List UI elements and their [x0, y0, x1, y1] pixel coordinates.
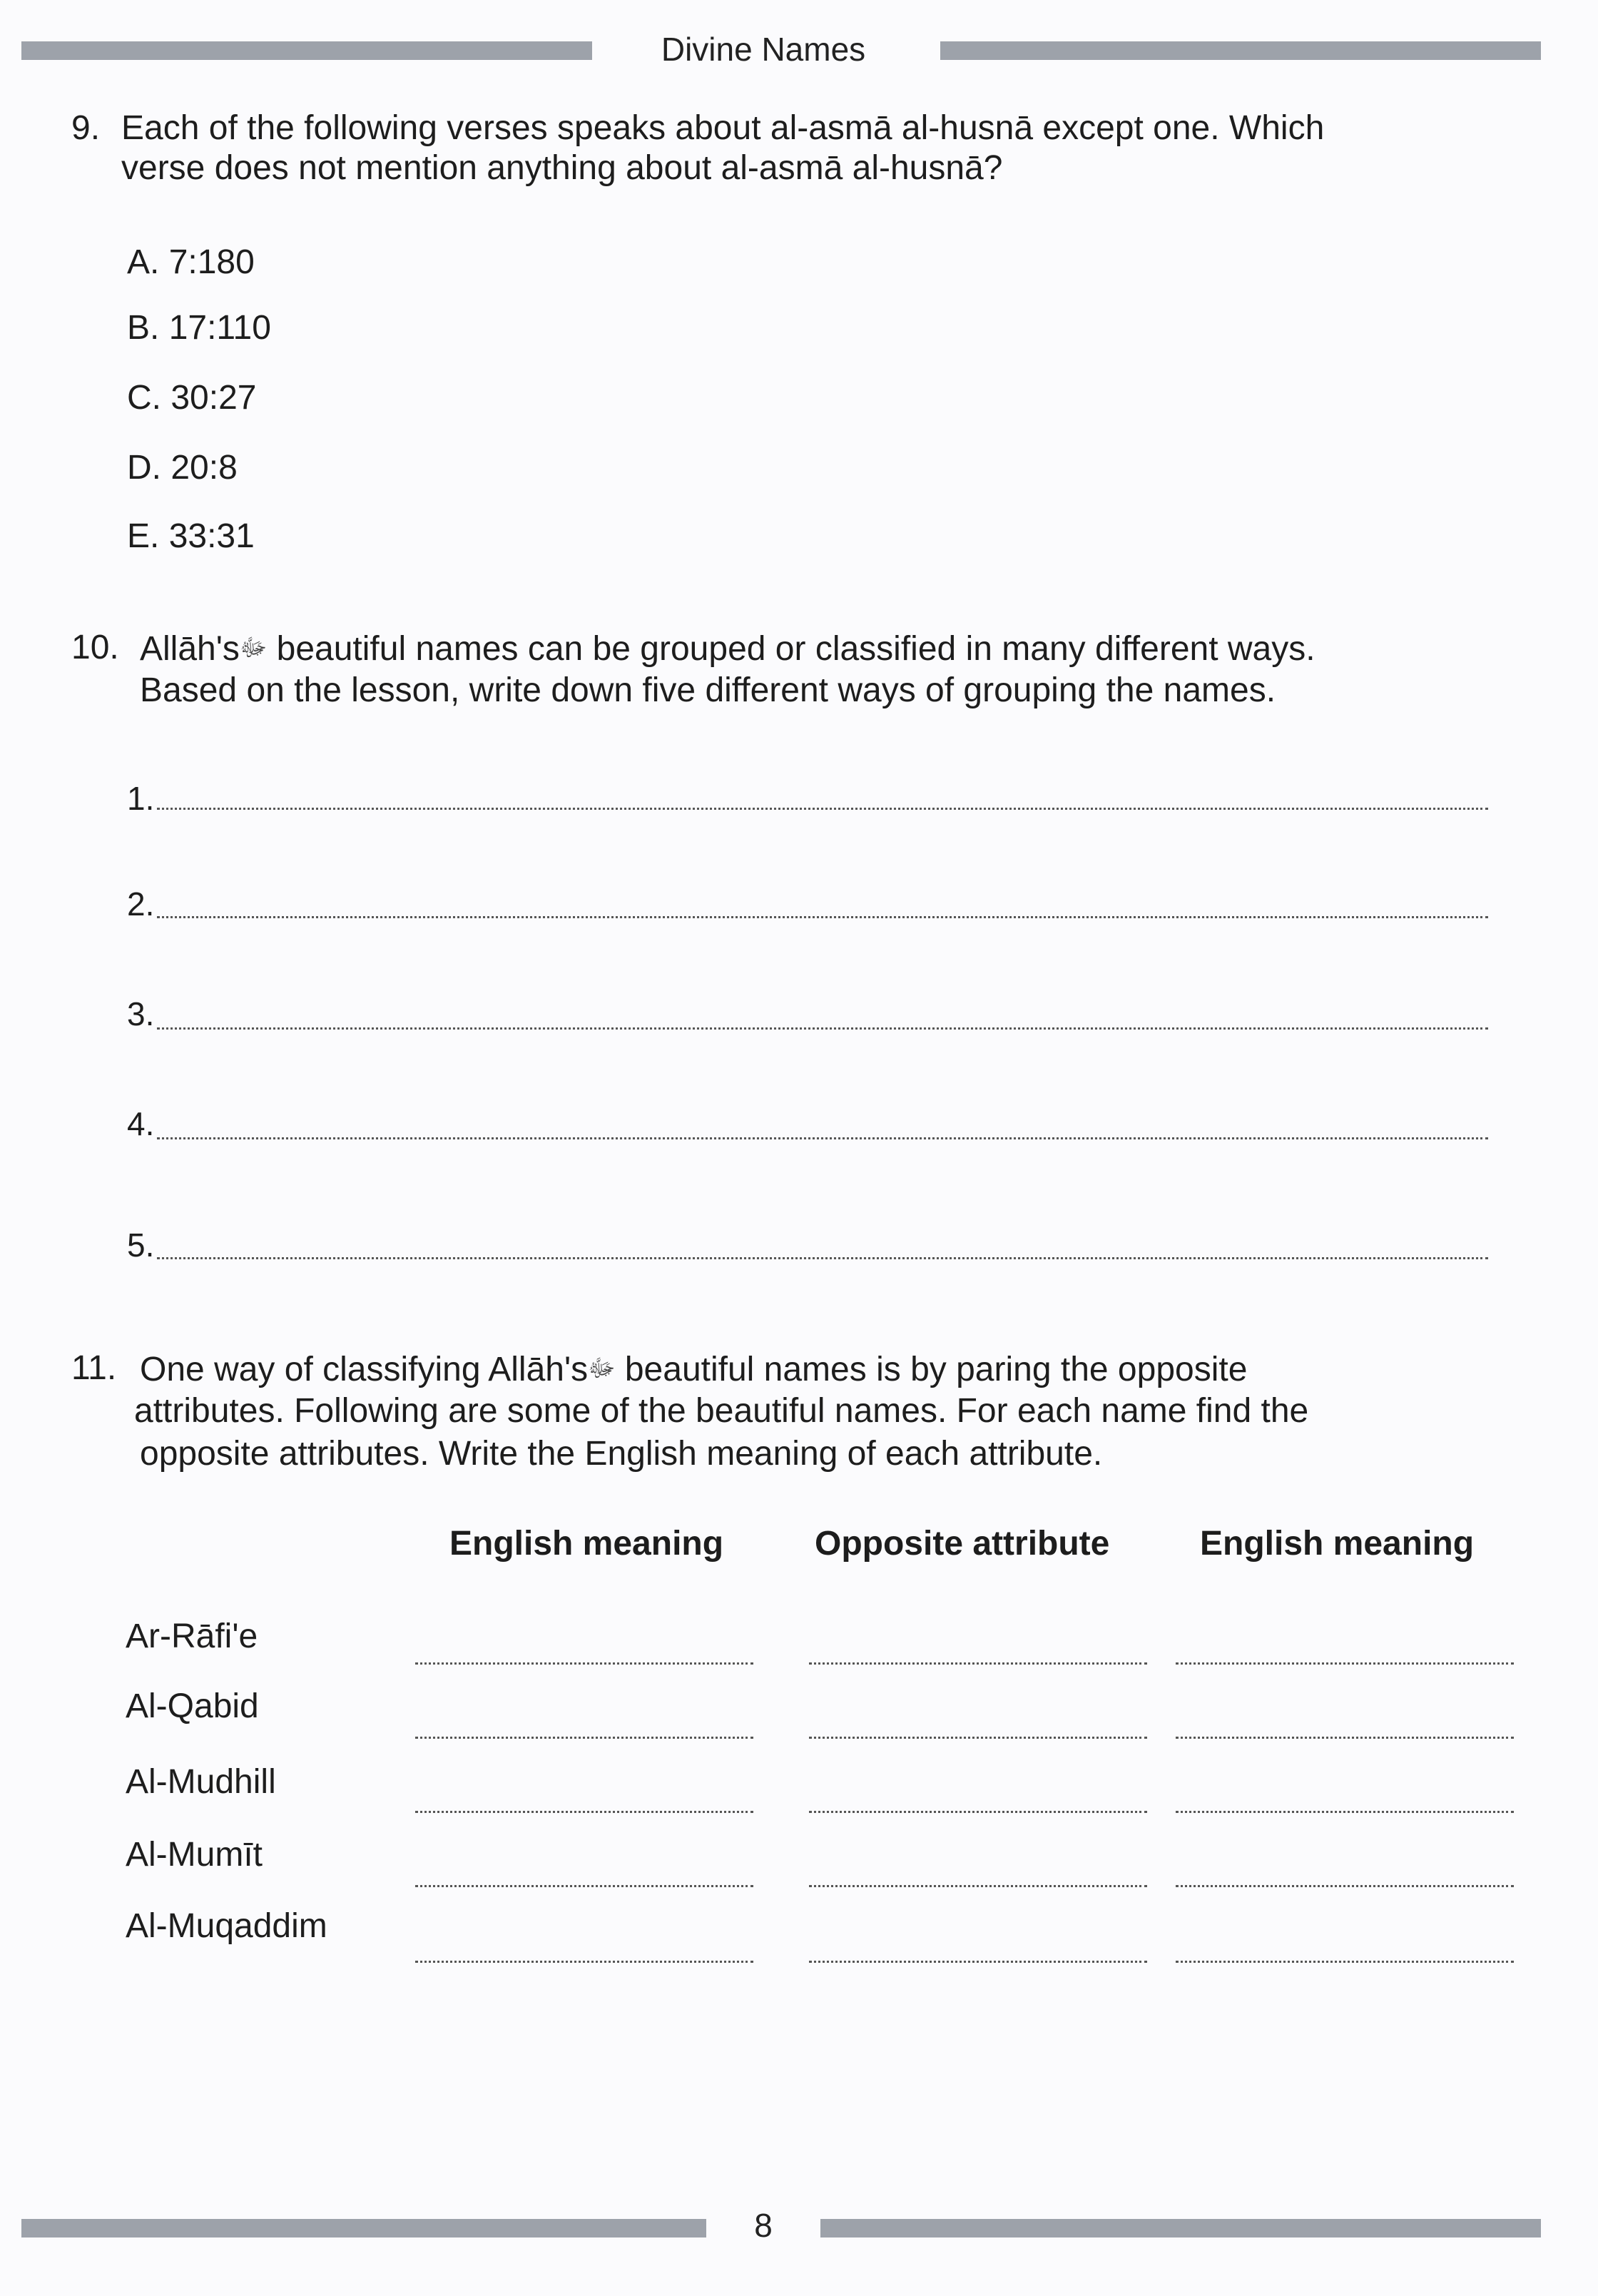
answer-line-3[interactable] [157, 1027, 1488, 1030]
divine-name: Al-Mumīt [126, 1836, 263, 1874]
footer-bar-right [820, 2219, 1541, 2237]
answer-line-1[interactable] [157, 808, 1488, 810]
question-text-line: verse does not mention anything about al-asmā al-husnā? [121, 149, 1003, 187]
blank-opposite-meaning[interactable] [1176, 1737, 1514, 1739]
question-number: 11. [71, 1349, 117, 1387]
question-number: 9. [71, 109, 101, 147]
blank-opposite-attribute[interactable] [809, 1662, 1147, 1665]
answer-number: 2. [127, 885, 155, 923]
answer-number: 5. [127, 1226, 155, 1264]
answer-row-2 [127, 885, 154, 923]
answer-number: 3. [127, 995, 155, 1032]
choice-d[interactable]: D. 20:8 [127, 449, 238, 487]
question-text-line: opposite attributes. Write the English meaning of each attribute. [140, 1435, 1103, 1473]
page-header-title: Divine Names [661, 31, 866, 68]
blank-opposite-attribute[interactable] [809, 1811, 1147, 1813]
blank-english-meaning[interactable] [415, 1961, 753, 1963]
answer-number: 4. [127, 1105, 155, 1142]
answer-number: 1. [127, 780, 155, 817]
divine-name: Al-Mudhill [126, 1763, 276, 1801]
answer-row-5 [127, 1226, 154, 1264]
answer-line-2[interactable] [157, 916, 1488, 918]
blank-opposite-meaning[interactable] [1176, 1662, 1514, 1665]
choice-c[interactable]: C. 30:27 [127, 379, 257, 417]
blank-opposite-meaning[interactable] [1176, 1811, 1514, 1813]
blank-english-meaning[interactable] [415, 1885, 753, 1887]
question-text-line: Each of the following verses speaks about al-asmā al-husnā except one. Which [121, 109, 1325, 147]
blank-opposite-attribute[interactable] [809, 1961, 1147, 1963]
question-text-line [140, 626, 1315, 671]
blank-english-meaning[interactable] [415, 1662, 753, 1665]
choice-b[interactable]: B. 17:110 [127, 309, 271, 347]
blank-english-meaning[interactable] [415, 1811, 753, 1813]
answer-row-4 [127, 1104, 154, 1143]
answer-row-3 [127, 995, 154, 1033]
question-9 [71, 107, 1541, 200]
text-fragment: beautiful names is by paring the opposite [615, 1351, 1248, 1388]
question-text-line [140, 1347, 1247, 1391]
question-number: 10. [71, 629, 119, 666]
text-fragment: One way of classifying Allāh's [140, 1351, 589, 1388]
choice-a[interactable]: A. 7:180 [127, 243, 255, 281]
blank-opposite-meaning[interactable] [1176, 1961, 1514, 1963]
answer-line-4[interactable] [157, 1137, 1488, 1139]
honorific-icon: ﷻ [239, 634, 268, 661]
question-10 [71, 626, 1541, 719]
blank-english-meaning[interactable] [415, 1737, 753, 1739]
page-number: 8 [754, 2207, 773, 2244]
blank-opposite-attribute[interactable] [809, 1737, 1147, 1739]
question-11 [71, 1347, 1541, 1483]
question-text-line: Based on the lesson, write down five different ways of grouping the names. [140, 671, 1276, 709]
divine-name: Al-Muqaddim [126, 1907, 327, 1945]
blank-opposite-meaning[interactable] [1176, 1885, 1514, 1887]
text-fragment: Allāh's [140, 630, 240, 668]
column-header-english-meaning-2: English meaning [1200, 1525, 1475, 1563]
column-header-english-meaning: English meaning [449, 1525, 724, 1563]
header-bar-right [940, 41, 1541, 60]
question-text-line: attributes. Following are some of the beautiful names. For each name find the [134, 1392, 1309, 1430]
divine-name: Ar-Rāfi'e [126, 1617, 258, 1655]
column-header-opposite-attribute: Opposite attribute [815, 1525, 1110, 1563]
choice-e[interactable]: E. 33:31 [127, 517, 255, 555]
answer-line-5[interactable] [157, 1257, 1488, 1259]
blank-opposite-attribute[interactable] [809, 1885, 1147, 1887]
text-fragment: beautiful names can be grouped or classified in many different ways. [267, 630, 1315, 668]
answer-row-1 [127, 779, 154, 818]
divine-name: Al-Qabid [126, 1687, 259, 1725]
honorific-icon: ﷻ [588, 1355, 616, 1382]
